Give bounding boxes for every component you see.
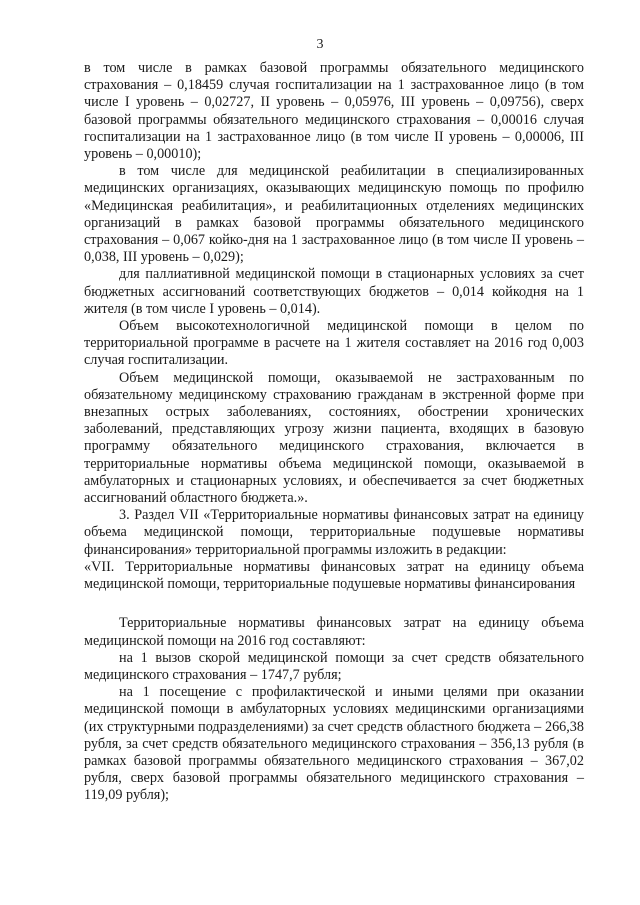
paragraph-1: в том числе в рамках базовой программы обязательного медицинского страхования – 0,18459 случая госпитализации на 1 застрахованное лицо (в том числе I уровень – 0,02727, II уровень – 0,05976, III уровень – 0,09756), сверх базовой программы обязательного медицинского страхования – 0,00016 случая госпитализации на 1 застрахованное лицо (в том числе II уровень – 0,00006, III уровень – 0,00010); [84, 60, 584, 163]
paragraph-9: на 1 посещение с профилактической и иными целями при оказании медицинской помощи в амбулаторных условиях медицинскими организациями (их структурными подразделениями) за счет средств областного бюджета – 266,38 рубля, за счет средств обязательного медицинского страхования – 356,13 рубля (в рамках базовой программы обязательного медицинского страхования – 367,02 рубля, сверх базовой программы обязательного медицинского страхования – 119,09 рубля); [84, 684, 584, 804]
paragraph-6: 3. Раздел VII «Территориальные нормативы финансовых затрат на единицу объема медицинской помощи, территориальные подушевые нормативы финансирования» территориальной программы изложить в редакции: [84, 507, 584, 558]
section-title: «VII. Территориальные нормативы финансовых затрат на единицу объема медицинской помощи, территориальные подушевые нормативы финансирования [84, 558, 584, 593]
paragraph-8: на 1 вызов скорой медицинской помощи за счет средств обязательного медицинского страхования – 1747,7 рубля; [84, 649, 584, 683]
spacer [84, 593, 584, 615]
page-number: 3 [316, 37, 324, 52]
paragraph-2: в том числе для медицинской реабилитации в специализированных медицинских организациях, оказывающих медицинскую помощь по профилю «Медицинская реабилитация», и реабилитационных отделениях медицинских организаций в рамках базовой программы обязательного медицинского страхования – 0,067 койко-дня на 1 застрахованное лицо (в том числе II уровень – 0,038, III уровень – 0,029); [84, 163, 584, 266]
paragraph-7: Территориальные нормативы финансовых затрат на единицу объема медицинской помощи на 2016 год составляют: [84, 615, 584, 649]
paragraph-4: Объем высокотехнологичной медицинской помощи в целом по территориальной программе в расчете на 1 жителя составляет на 2016 год 0,003 случая госпитализации. [84, 318, 584, 369]
document-body [84, 60, 584, 805]
paragraph-3: для паллиативной медицинской помощи в стационарных условиях за счет бюджетных ассигнований соответствующих бюджетов – 0,014 койкодня на 1 жителя (в том числе I уровень – 0,014). [84, 266, 584, 317]
paragraph-5: Объем медицинской помощи, оказываемой не застрахованным по обязательному медицинскому страхованию гражданам в экстренной форме при внезапных острых заболеваниях, состояниях, обострении хронических заболеваний, представляющих угрозу жизни пациента, входящих в базовую программу обязательного медицинского страхования, включается в территориальные нормативы объема медицинской помощи, оказываемой в амбулаторных и стационарных условиях, и обеспечивается за счет бюджетных ассигнований областного бюджета.». [84, 369, 584, 507]
